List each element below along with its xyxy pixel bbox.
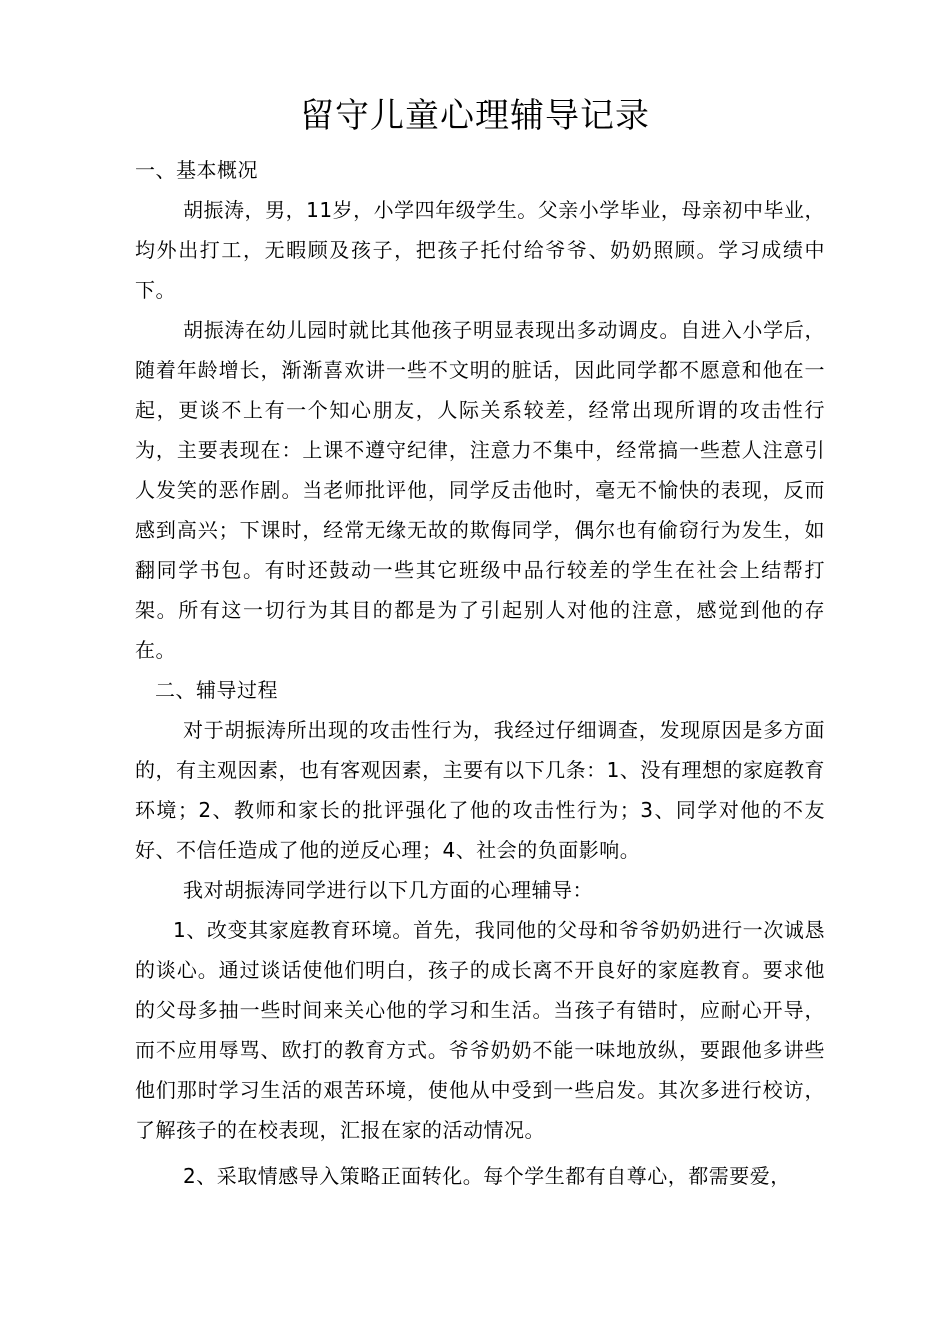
paragraph-intro-guidance: 我对胡振涛同学进行以下几方面的心理辅导： (183, 878, 593, 902)
paragraph-item-1: 1、改变其家庭教育环境。首先，我同他的父母和爷爷奶奶进行一次诚恳的谈心。通过谈话使他们明白，孩子的成长离不开良好的家庭教育。要求他的父母多抽一些时间来关心他的学习和生活。当孩子有错时，应耐心开导，而不应用辱骂、欧打的教育方式。爷爷奶奶不能一味地放纵，要跟他多讲些他们那时学习生活的艰苦环境，使他从中受到一些启发。其次多进行校访，了解孩子的在校表现，汇报在家的活动情况。 (135, 918, 825, 1142)
paragraph-causes: 对于胡振涛所出现的攻击性行为，我经过仔细调查，发现原因是多方面的，有主观因素，也有客观因素，主要有以下几条：1、没有理想的家庭教育环境；2、教师和家长的批评强化了他的攻击性行为；3、同学对他的不友好、不信任造成了他的逆反心理；4、社会的负面影响。 (135, 718, 825, 862)
section-heading-process: 二、辅导过程 (155, 678, 278, 702)
paragraph-item-2: 2、采取情感导入策略正面转化。每个学生都有自尊心，都需要爱， (183, 1164, 791, 1188)
paragraph-behavior: 胡振涛在幼儿园时就比其他孩子明显表现出多动调皮。自进入小学后，随着年龄增长，渐渐喜欢讲一些不文明的脏话，因此同学都不愿意和他在一起，更谈不上有一个知心朋友，人际关系较差，经常出现所谓的攻击性行为，主要表现在：上课不遵守纪律，注意力不集中，经常搞一些惹人注意引人发笑的恶作剧。当老师批评他，同学反击他时，毫无不愉快的表现，反而感到高兴；下课时，经常无缘无故的欺侮同学，偶尔也有偷窃行为发生，如翻同学书包。有时还鼓动一些其它班级中品行较差的学生在社会上结帮打架。所有这一切行为其目的都是为了引起别人对他的注意，感觉到他的存在。 (135, 318, 825, 662)
document-body (135, 150, 825, 1196)
section-heading-basic-info: 一、基本概况 (135, 158, 258, 182)
paragraph-basic-info: 胡振涛，男，11岁，小学四年级学生。父亲小学毕业，母亲初中毕业，均外出打工，无暇顾及孩子，把孩子托付给爷爷、奶奶照顾。学习成绩中下。 (135, 198, 825, 302)
document-title: 留守儿童心理辅导记录 (300, 96, 650, 136)
